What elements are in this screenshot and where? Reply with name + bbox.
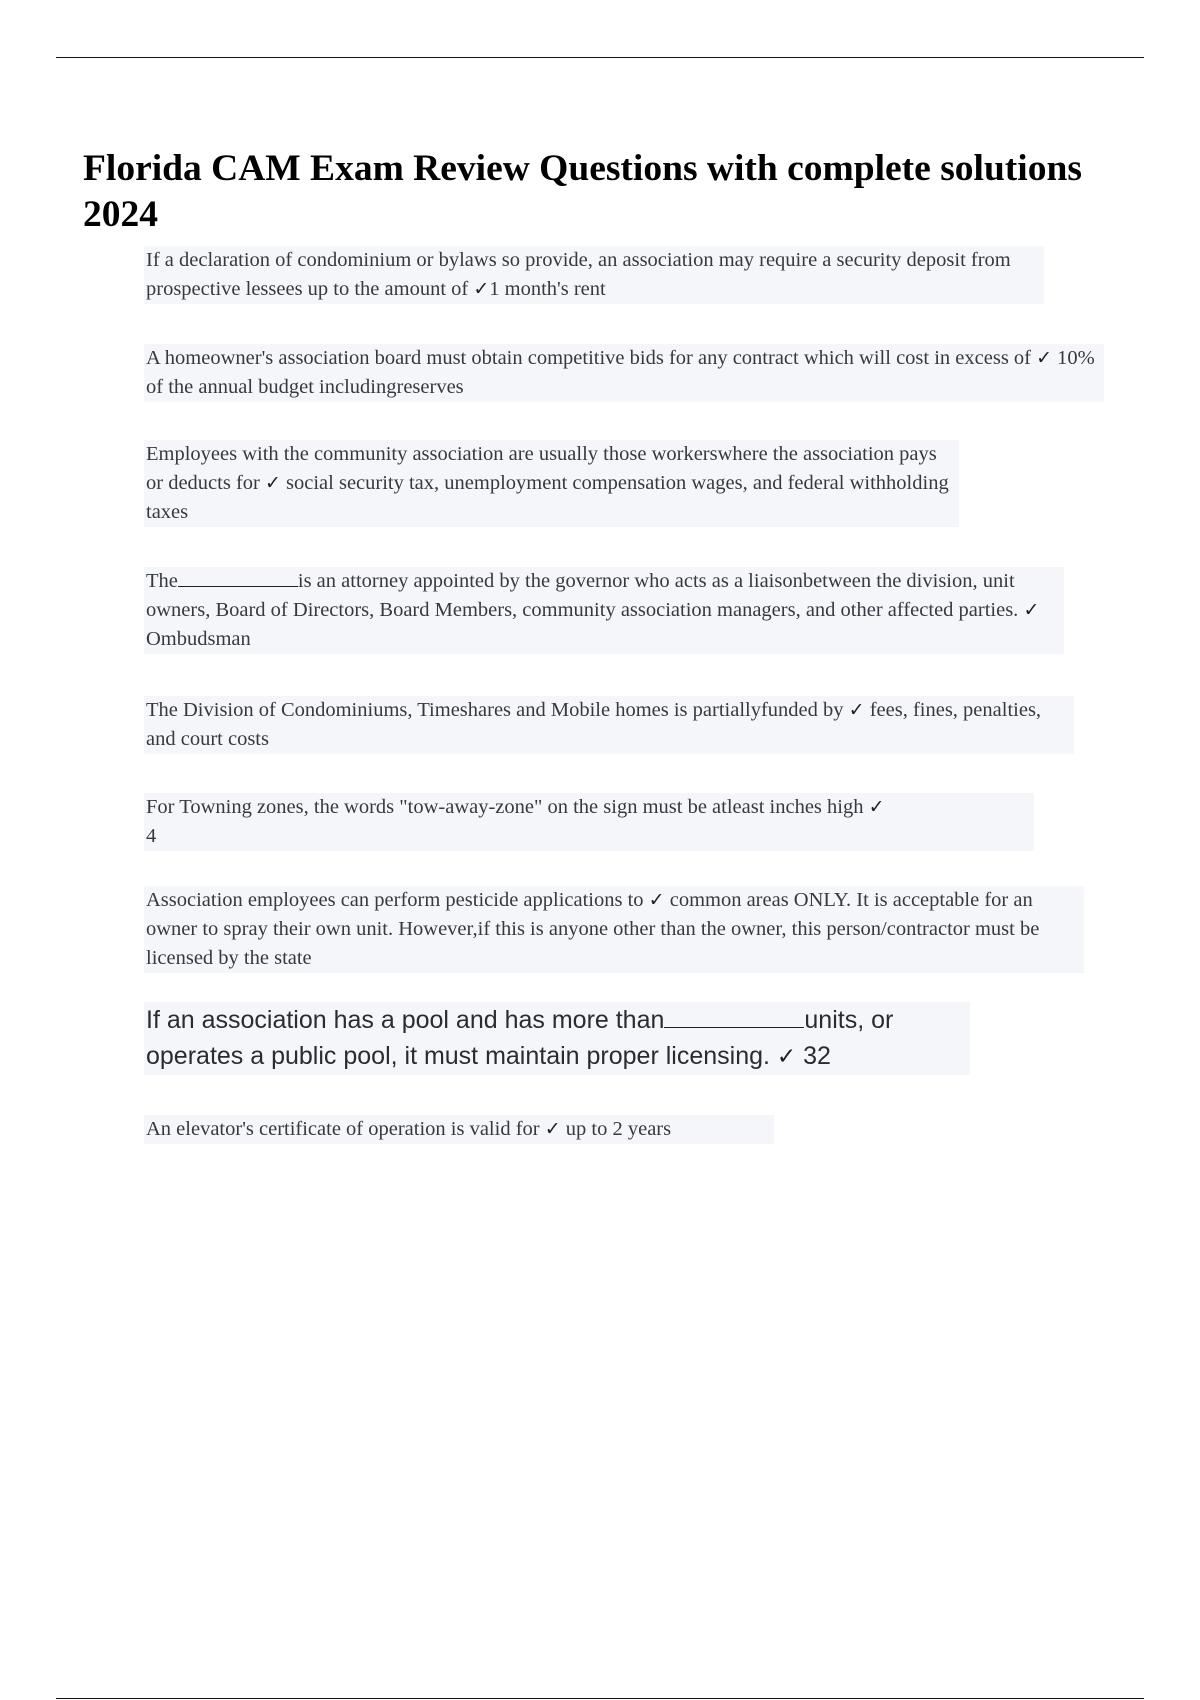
qa-item-9 xyxy=(144,1115,774,1144)
question-text: Association employees can perform pesticide applications to xyxy=(146,889,649,911)
question-text-start: The xyxy=(146,570,178,592)
question-text-end: is an attorney appointed by the governor who acts as a liaisonbetween the division, unit owners, Board of Directors, Board Members, community association managers, and other affected parties. xyxy=(146,570,1024,621)
qa-item-7 xyxy=(144,886,1084,973)
top-rule xyxy=(56,57,1144,58)
answer-text: up to 2 years xyxy=(560,1118,672,1140)
check-icon: ✓ xyxy=(264,472,281,494)
bottom-rule xyxy=(56,1698,1144,1699)
question-text: If a declaration of condominium or bylaws so provide, an association may require a security deposit from prospective lessees up to the amount of xyxy=(146,249,1011,300)
check-icon: ✓ xyxy=(1023,599,1040,621)
answer-text: fees, fines, penalties, and court costs xyxy=(146,699,1042,750)
check-icon: ✓ xyxy=(776,1044,797,1070)
fill-in-blank xyxy=(664,1005,804,1028)
question-text-start: If an association has a pool and has more than xyxy=(146,1006,665,1034)
check-icon: ✓ xyxy=(544,1118,561,1140)
question-text: A homeowner's association board must obtain competitive bids for any contract which will cost in excess of xyxy=(146,347,1037,369)
qa-item-2 xyxy=(144,344,1104,402)
qa-item-6 xyxy=(144,793,1034,851)
fill-in-blank xyxy=(178,568,298,587)
qa-item-3 xyxy=(144,440,959,527)
question-text: Employees with the community association are usually those workerswhere the association pays or deducts for xyxy=(146,443,937,494)
question-text: The Division of Condominiums, Timeshares and Mobile homes is partiallyfunded by xyxy=(146,699,849,721)
question-text-end: units, or operates a public pool, it must maintain proper licensing. xyxy=(146,1006,894,1070)
document-title: Florida CAM Exam Review Questions with complete solutions 2024 xyxy=(83,148,1082,235)
check-icon: ✓ xyxy=(648,889,665,911)
check-icon: ✓ xyxy=(868,796,885,818)
qa-item-5 xyxy=(144,696,1074,754)
qa-item-4 xyxy=(144,567,1064,654)
answer-text: 10% of the annual budget includingreserves xyxy=(146,347,1095,398)
answer-text: 32 xyxy=(796,1042,831,1070)
check-icon: ✓ xyxy=(473,278,490,300)
check-icon: ✓ xyxy=(1036,347,1053,369)
question-text: An elevator's certificate of operation is valid for xyxy=(146,1118,545,1140)
question-text: For Towning zones, the words "tow-away-zone" on the sign must be atleast inches high xyxy=(146,796,869,818)
answer-text: 4 xyxy=(146,825,157,847)
answer-text: common areas ONLY. It is acceptable for an owner to spray their own unit. However,if this is anyone other than the owner, this person/contractor must be licensed by the state xyxy=(146,889,1040,969)
answer-text: Ombudsman xyxy=(146,628,251,650)
qa-item-1 xyxy=(144,246,1044,304)
qa-item-8 xyxy=(144,1002,970,1075)
answer-text: social security tax, unemployment compensation wages, and federal withholding taxes xyxy=(146,472,949,523)
check-icon: ✓ xyxy=(848,699,865,721)
answer-text: 1 month's rent xyxy=(489,278,606,300)
